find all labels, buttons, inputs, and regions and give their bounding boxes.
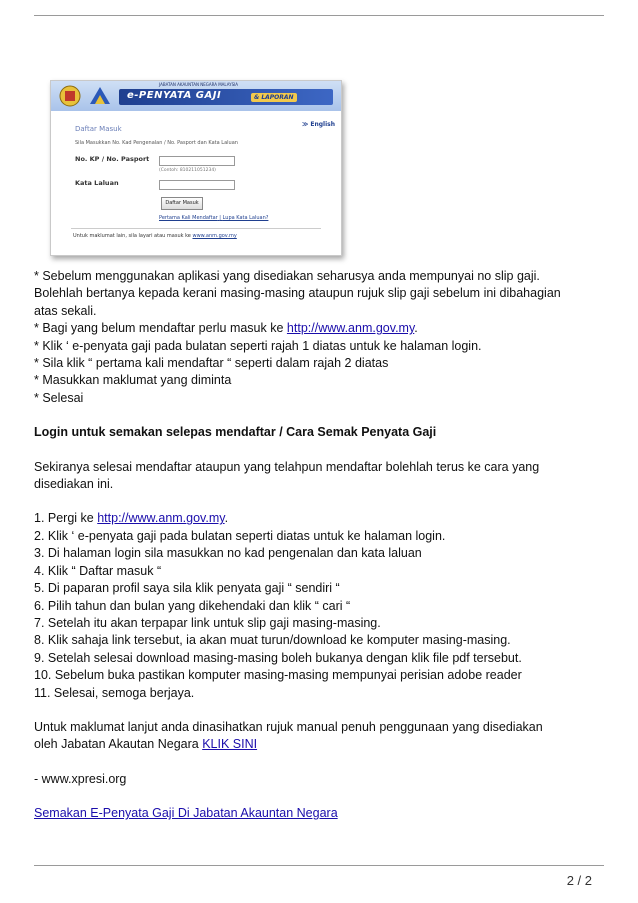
step-line: 8. Klik sahaja link tersebut, ia akan muat turun/download ke komputer masing-masing. bbox=[34, 633, 511, 648]
app-title: e-PENYATA GAJI bbox=[127, 90, 222, 101]
text-line: Untuk maklumat lanjut anda dinasihatkan rujuk manual penuh penggunaan yang disediakan bbox=[34, 719, 543, 734]
section-heading: Login untuk semakan selepas mendaftar / Cara Semak Penyata Gaji bbox=[34, 425, 437, 440]
anm-logo-icon bbox=[87, 84, 113, 108]
link-separator: | bbox=[219, 215, 221, 221]
id-label: No. KP / No. Pasport bbox=[75, 155, 150, 163]
step-line: 10. Sebelum buka pastikan komputer masing-masing mempunyai perisian adobe reader bbox=[34, 668, 522, 683]
bullet-line bbox=[34, 320, 604, 337]
step-text: 1. Pergi ke bbox=[34, 511, 98, 526]
form-links bbox=[159, 215, 268, 221]
article-body bbox=[34, 268, 604, 823]
footer-note-link[interactable]: www.anm.gov.my bbox=[192, 233, 237, 239]
bullet-line: * Masukkan maklumat yang diminta bbox=[34, 373, 232, 388]
bullet-text: . bbox=[414, 321, 418, 336]
footer-note-text: Untuk maklumat lain, sila layari atau masuk ke bbox=[73, 233, 191, 239]
screenshot-footer bbox=[73, 233, 237, 239]
form-instruction: Sila Masukkan No. Kad Pengenalan / No. Pasport dan Kata Laluan bbox=[75, 140, 238, 146]
password-label: Kata Laluan bbox=[75, 179, 119, 187]
text-line: Sekiranya selesai mendaftar ataupun yang telahpun mendaftar bolehlah terus ke cara yang bbox=[34, 459, 540, 474]
step-line: 3. Di halaman login sila masukkan no kad pengenalan dan kata laluan bbox=[34, 546, 422, 561]
form-divider bbox=[71, 228, 321, 229]
form-title: Daftar Masuk bbox=[75, 125, 122, 133]
screenshot-banner bbox=[51, 81, 341, 111]
header-rule bbox=[34, 15, 604, 16]
id-input[interactable] bbox=[159, 156, 235, 166]
step-line: 9. Setelah selesai download masing-masing boleh bukanya dengan klik file pdf tersebut. bbox=[34, 650, 522, 665]
footer-rule bbox=[34, 865, 604, 866]
english-link[interactable]: ≫ English bbox=[302, 121, 335, 128]
step-line: 5. Di paparan profil saya sila klik penyata gaji “ sendiri “ bbox=[34, 581, 340, 596]
step-line: 2. Klik ‘ e-penyata gaji pada bulatan seperti diatas untuk ke halaman login. bbox=[34, 528, 446, 543]
bullet-line: * Sila klik “ pertama kali mendaftar “ seperti dalam rajah 2 diatas bbox=[34, 356, 389, 371]
app-title-suffix: & LAPORAN bbox=[251, 93, 297, 102]
bullet-text: * Bagi yang belum mendaftar perlu masuk ke bbox=[34, 321, 287, 336]
coat-of-arms-icon bbox=[57, 84, 83, 108]
bullet-line: * Klik ‘ e-penyata gaji pada bulatan seperti rajah 1 diatas untuk ke halaman login. bbox=[34, 338, 482, 353]
login-button[interactable]: Daftar Masuk bbox=[161, 197, 203, 210]
anm-link[interactable]: http://www.anm.gov.my bbox=[97, 511, 225, 526]
step-line: 4. Klik “ Daftar masuk “ bbox=[34, 563, 162, 578]
bullet-line: * Selesai bbox=[34, 390, 84, 405]
page-number: 2 / 2 bbox=[566, 873, 592, 888]
step-line: 6. Pilih tahun dan bulan yang dikehendaki dan klik “ cari “ bbox=[34, 598, 351, 613]
article-link[interactable]: Semakan E-Penyata Gaji Di Jabatan Akauntan Negara bbox=[34, 806, 338, 821]
register-link[interactable]: Pertama Kali Mendaftar bbox=[159, 215, 218, 221]
text-line: disediakan ini. bbox=[34, 477, 114, 492]
click-here-link[interactable]: KLIK SINI bbox=[202, 737, 258, 752]
forgot-password-link[interactable]: Lupa Kata Laluan? bbox=[222, 215, 269, 221]
step-text: . bbox=[224, 511, 229, 526]
text-line: atas sekali. bbox=[34, 303, 97, 318]
text-line bbox=[34, 736, 604, 753]
text-line: Bolehlah bertanya kepada kerani masing-masing ataupun rujuk slip gaji sebelum ini dibahagian bbox=[34, 286, 561, 301]
step-line: 11. Selesai, semoga berjaya. bbox=[34, 685, 195, 700]
department-name: JABATAN AKAUNTAN NEGARA MALAYSIA bbox=[159, 82, 239, 87]
step-line bbox=[34, 510, 604, 527]
text-line: * Sebelum menggunakan aplikasi yang disediakan seharusya anda mempunyai no slip gaji. bbox=[34, 269, 540, 283]
password-input[interactable] bbox=[159, 180, 235, 190]
text-span: oleh Jabatan Akautan Negara bbox=[34, 737, 203, 752]
anm-link[interactable]: http://www.anm.gov.my bbox=[286, 321, 415, 336]
step-line: 7. Setelah itu akan terpapar link untuk slip gaji masing-masing. bbox=[34, 615, 381, 630]
id-hint: (Contoh: 810211051234) bbox=[159, 168, 216, 173]
source-line: - www.xpresi.org bbox=[34, 771, 127, 786]
screenshot-figure bbox=[50, 80, 342, 256]
